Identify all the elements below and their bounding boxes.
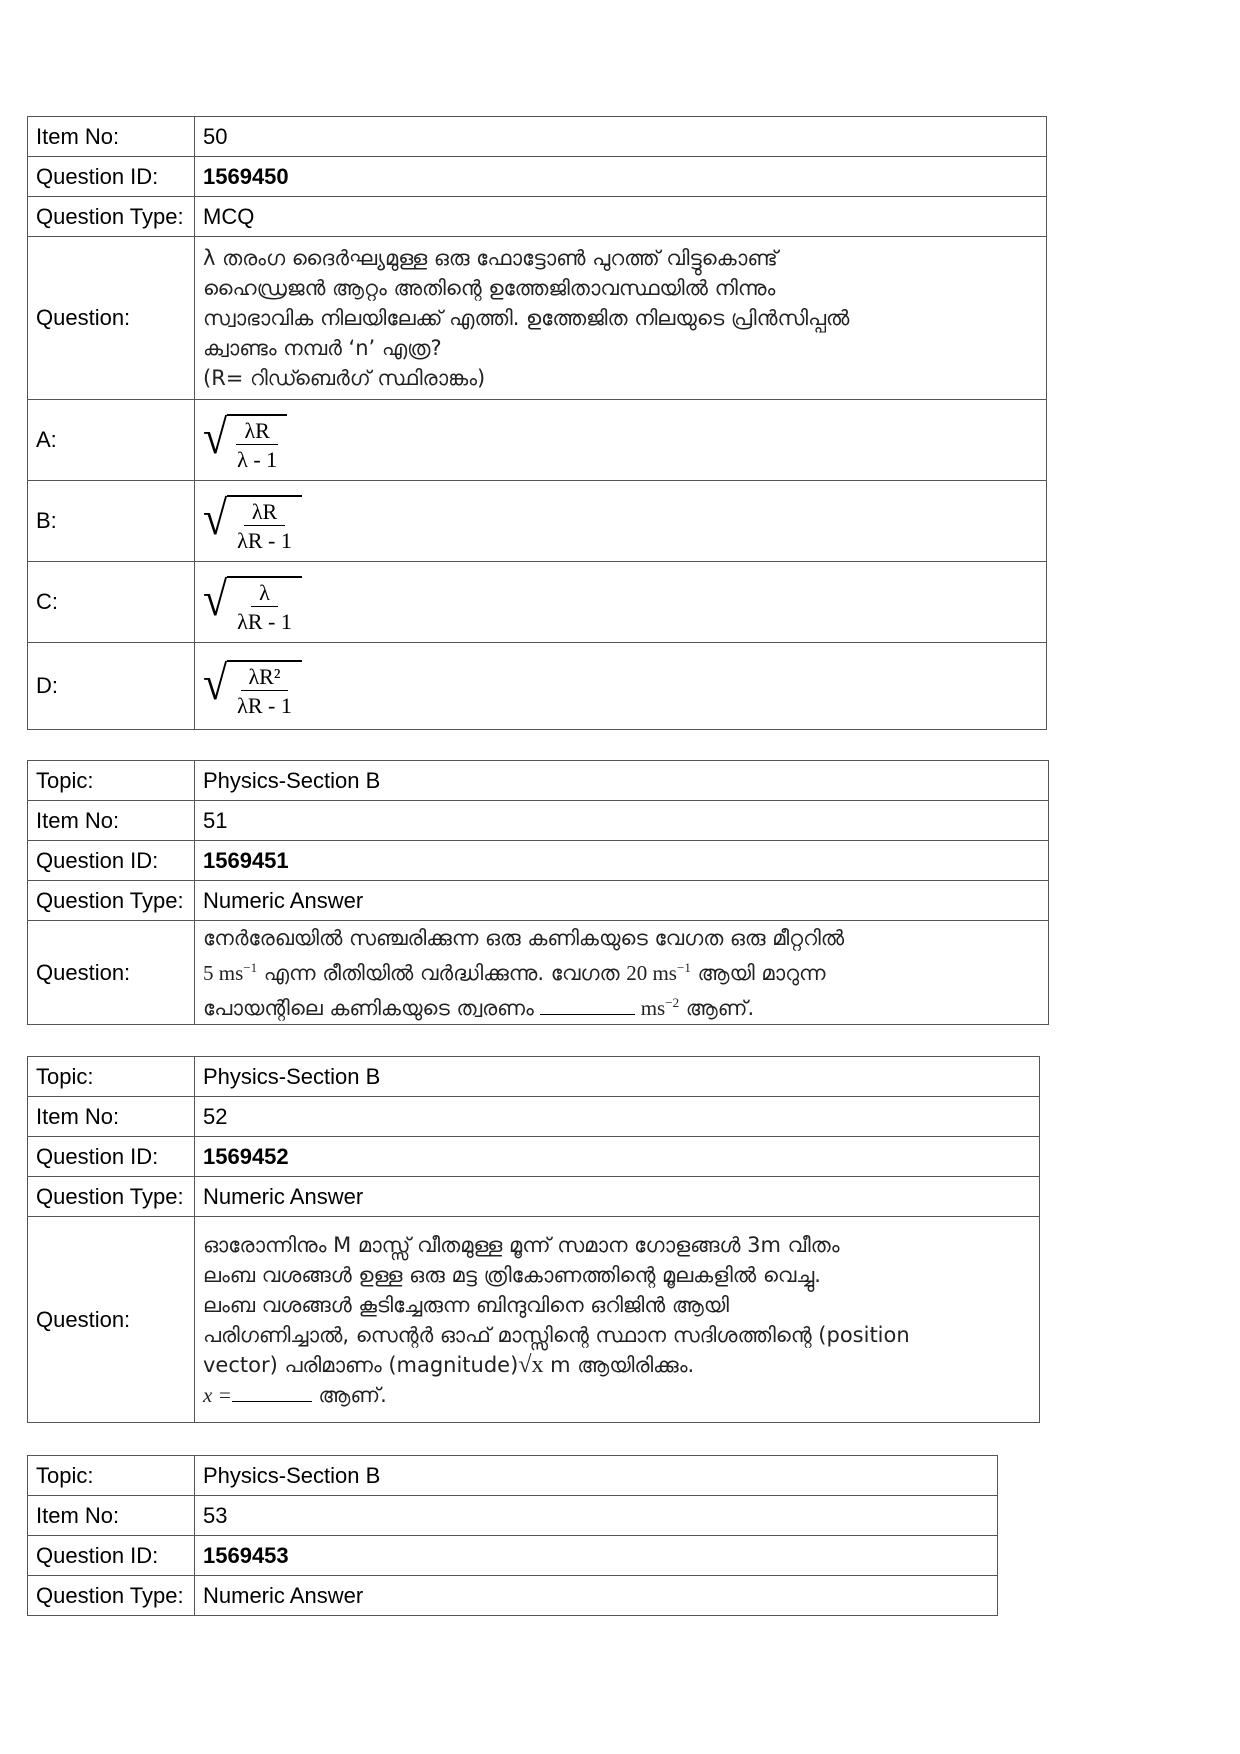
- numerator: λ: [251, 578, 278, 607]
- question-line: പോയന്റിലെ കണികയുടെ ത്വരണം $ms^{-2}$ ആണ്.: [203, 994, 755, 1020]
- question-line: ഹൈഡ്രജൻ ആറ്റം അതിന്റെ ഉത്തേജിതാവസ്ഥയിൽ നിന്നും: [203, 276, 776, 300]
- item-no-label: Item No:: [28, 1097, 195, 1137]
- option-b-value: [195, 481, 1047, 562]
- question-line: (R= റിഡ്ബെർഗ് സ്ഥിരാങ്കം): [203, 366, 486, 390]
- question-line: vector) പരിമാണം (magnitude)√x m ആയിരിക്കും.: [203, 1351, 695, 1378]
- option-c-value: [195, 562, 1047, 643]
- item-no-value: 53: [195, 1496, 998, 1536]
- question-text: [195, 237, 1047, 400]
- question-50-table: [27, 116, 1047, 730]
- question-line: 5 $ms^{-1}$ എന്ന രീതിയിൽ വർദ്ധിക്കുന്നു. വേഗത 20 $ms^{-1}$ ആയി മാറുന്ന: [203, 959, 826, 985]
- question-id-value: 1569453: [195, 1536, 998, 1576]
- item-no-label: Item No:: [28, 117, 195, 157]
- question-line: ഓരോന്നിനും M മാസ്സ് വീതമുള്ള മൂന്ന് സമാന ഗോളങ്ങൾ 3m വീതം: [203, 1232, 840, 1257]
- question-line: λ തരംഗ ദൈർഘ്യമുള്ള ഒരു ഫോട്ടോൺ പുറത്ത് വിട്ടുകൊണ്ട്: [203, 246, 778, 270]
- topic-value: Physics-Section B: [195, 761, 1049, 801]
- topic-value: Physics-Section B: [195, 1057, 1040, 1097]
- question-id-value: 1569450: [195, 157, 1047, 197]
- question-id-value: 1569451: [195, 841, 1049, 881]
- question-label: Question:: [28, 1217, 195, 1423]
- radical-sign: √: [203, 409, 228, 464]
- denominator: λR - 1: [237, 527, 292, 553]
- question-type-value: Numeric Answer: [195, 1576, 998, 1616]
- question-line: x = ആണ്.: [203, 1382, 387, 1407]
- option-d-value: [195, 643, 1047, 730]
- denominator: λR - 1: [237, 608, 292, 634]
- question-type-value: Numeric Answer: [195, 1177, 1040, 1217]
- question-type-label: Question Type:: [28, 1576, 195, 1616]
- radical-sign: √: [203, 571, 228, 626]
- denominator: λR - 1: [237, 692, 292, 718]
- option-d-label: D:: [28, 643, 195, 730]
- question-line: ലംബ വശങ്ങൾ ഉള്ള ഒരു മട്ട ത്രികോണത്തിന്റെ മൂലകളിൽ വെച്ചു.: [203, 1262, 821, 1287]
- question-type-label: Question Type:: [28, 197, 195, 237]
- question-text: [195, 1217, 1040, 1423]
- question-text: [195, 921, 1049, 1025]
- item-no-value: 51: [195, 801, 1049, 841]
- question-type-label: Question Type:: [28, 881, 195, 921]
- sqrt-fraction: [203, 408, 287, 473]
- question-id-value: 1569452: [195, 1137, 1040, 1177]
- sqrt-fraction: [203, 654, 302, 719]
- question-51-table: [27, 760, 1049, 1025]
- question-type-value: Numeric Answer: [195, 881, 1049, 921]
- answer-blank: [232, 1401, 312, 1402]
- sqrt-x: √x: [518, 1351, 544, 1378]
- question-line: നേർരേഖയിൽ സഞ്ചരിക്കുന്ന ഒരു കണികയുടെ വേഗത ഒരു മീറ്ററിൽ: [203, 925, 845, 950]
- numerator: λR: [236, 416, 277, 445]
- question-line: ലംബ വശങ്ങൾ കൂടിച്ചേരുന്ന ബിന്ദുവിനെ ഒറിജിൻ ആയി: [203, 1292, 729, 1317]
- option-a-value: [195, 400, 1047, 481]
- item-no-value: 50: [195, 117, 1047, 157]
- question-id-label: Question ID:: [28, 1536, 195, 1576]
- question-id-label: Question ID:: [28, 841, 195, 881]
- numerator: λR: [244, 497, 285, 526]
- topic-label: Topic:: [28, 1057, 195, 1097]
- denominator: λ - 1: [237, 446, 278, 472]
- topic-label: Topic:: [28, 761, 195, 801]
- topic-value: Physics-Section B: [195, 1456, 998, 1496]
- numerator: λR²: [241, 662, 289, 691]
- option-c-label: C:: [28, 562, 195, 643]
- question-label: Question:: [28, 237, 195, 400]
- question-label: Question:: [28, 921, 195, 1025]
- question-id-label: Question ID:: [28, 157, 195, 197]
- option-b-label: B:: [28, 481, 195, 562]
- question-53-table: [27, 1455, 998, 1616]
- option-a-label: A:: [28, 400, 195, 481]
- question-line: സ്വാഭാവിക നിലയിലേക്ക് എത്തി. ഉത്തേജിത നിലയുടെ പ്രിൻസിപ്പൽ: [203, 306, 850, 330]
- item-no-label: Item No:: [28, 1496, 195, 1536]
- radical-sign: √: [203, 490, 228, 545]
- question-52-table: [27, 1056, 1040, 1423]
- topic-label: Topic:: [28, 1456, 195, 1496]
- question-id-label: Question ID:: [28, 1137, 195, 1177]
- answer-blank: [540, 1014, 635, 1015]
- question-line: പരിഗണിച്ചാൽ, സെന്റർ ഓഫ് മാസ്സിന്റെ സ്ഥാന സദിശത്തിന്റെ (position: [203, 1322, 910, 1347]
- sqrt-fraction: [203, 570, 302, 635]
- question-line: ക്വാണ്ടം നമ്പർ ‘n’ എത്ര?: [203, 336, 442, 360]
- item-no-label: Item No:: [28, 801, 195, 841]
- question-type-value: MCQ: [195, 197, 1047, 237]
- sqrt-fraction: [203, 489, 302, 554]
- radical-sign: √: [203, 655, 228, 710]
- question-type-label: Question Type:: [28, 1177, 195, 1217]
- item-no-value: 52: [195, 1097, 1040, 1137]
